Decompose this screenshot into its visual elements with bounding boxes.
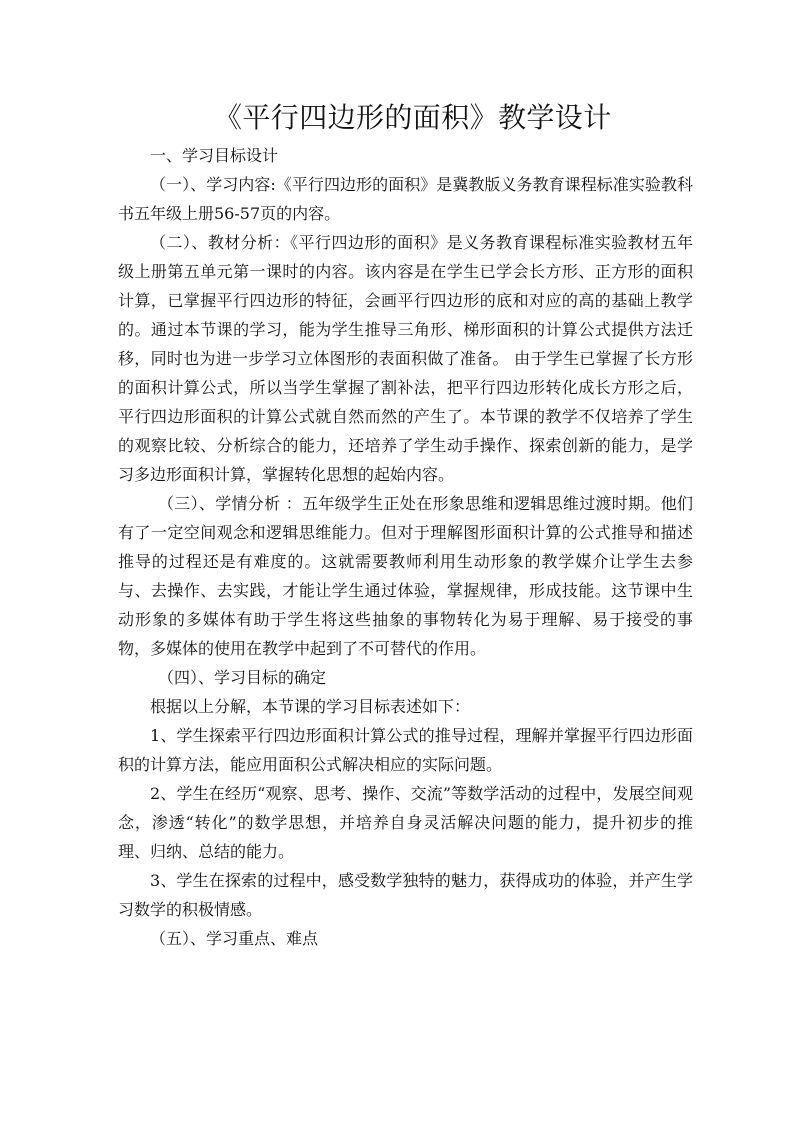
document-content: [118, 141, 693, 953]
paragraph-objective-2: 2、学生在经历“观察、思考、操作、交流”等数学活动的过程中，发展空间观念，渗透“转化”的数学思想，并培养自身灵活解决问题的能力，提升初步的推理、归纳、总结的能力。: [118, 784, 693, 861]
paragraph-learning-content: （一）、学习内容:《平行四边形的面积》是冀教版义务教育课程标准实验教科书五年级上册56-57页的内容。: [118, 175, 693, 223]
paragraph-student-analysis: （三）、学情分析 ：五年级学生正处在形象思维和逻辑思维过渡时期。他们有了一定空间观念和逻辑思维能力。但对于理解图形面积计算的公式推导和描述推导的过程还是有难度的。这就需要教师利用生动形象的教学媒介让学生去参与、去操作、去实践，才能让学生通过体验，掌握规律，形成技能。这节课中生动形象的多媒体有助于学生将这些抽象的事物转化为易于理解、易于接受的事物，多媒体的使用在教学中起到了不可替代的作用。: [118, 494, 693, 658]
paragraph-textbook-analysis: （二）、教材分析：《平行四边形的面积》是义务教育课程标准实验教材五年级上册第五单元第一课时的内容。该内容是在学生已学会长方形、正方形的面积计算，已掌握平行四边形的特征，会画平行四边形的底和对应的高的基础上教学的。通过本节课的学习，能为学生推导三角形、梯形面积的计算公式提供方法迁移，同时也为进一步学习立体图形的表面积做了准备。 由于学生已掌握了长方形的面积计算公式，所以当学生掌握了割补法，把平行四边形转化成长方形之后，平行四边形面积的计算公式就自然而然的产生了。本节课的教学不仅培养了学生的观察比较、分析综合的能力，还培养了学生动手操作、探索创新的能力，是学习多边形面积计算，掌握转化思想的起始内容。: [118, 233, 693, 484]
paragraph-objectives-heading: （四）、学习目标的确定: [158, 668, 327, 687]
paragraph-objective-1: 1、学生探索平行四边形面积计算公式的推导过程，理解并掌握平行四边形面积的计算方法，能应用面积公式解决相应的实际问题。: [118, 726, 693, 774]
paragraph-key-points-heading: （五）、学习重点、难点: [150, 929, 319, 948]
paragraph-objectives-intro: 根据以上分解，本节课的学习目标表述如下：: [150, 697, 471, 716]
document-title: 《平行四边形的面积》教学设计: [214, 101, 612, 134]
section-heading: 一、学习目标设计: [150, 146, 279, 165]
paragraph-objective-3: 3、学生在探索的过程中，感受数学独特的魅力，获得成功的体验，并产生学习数学的积极情感。: [118, 871, 693, 919]
